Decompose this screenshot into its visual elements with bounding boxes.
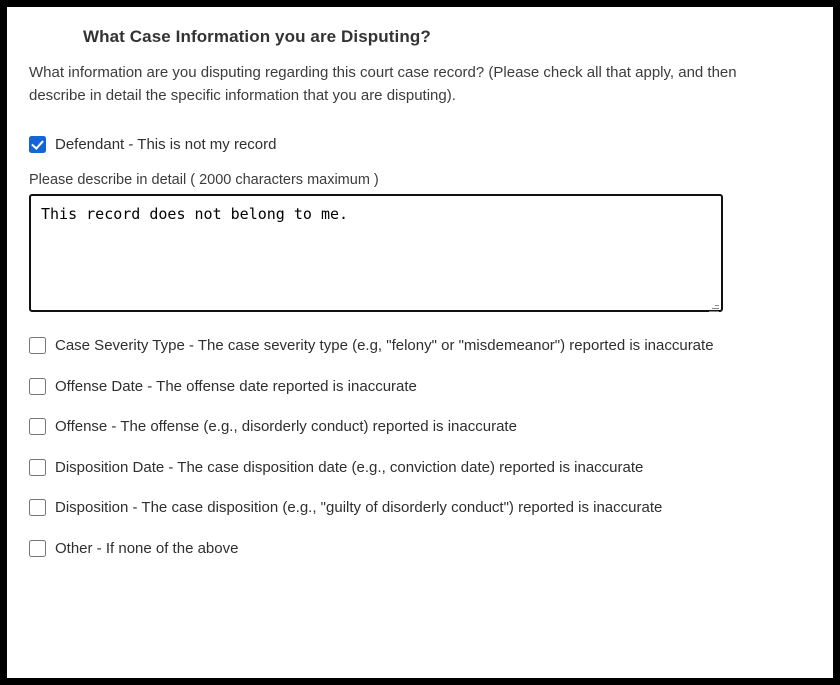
dispute-form-panel bbox=[7, 7, 833, 678]
dispute-options-list bbox=[29, 335, 811, 560]
defendant-option-block bbox=[29, 134, 811, 318]
checkbox-other[interactable] bbox=[29, 540, 46, 557]
checkbox-label-offense: Offense - The offense (e.g., disorderly conduct) reported is inaccurate bbox=[55, 418, 517, 435]
checkbox-label-other: Other - If none of the above bbox=[55, 539, 239, 557]
checkbox-label-disposition: Disposition - The case disposition (e.g., "guilty of disorderly conduct") reported is inaccurate bbox=[55, 499, 663, 516]
checkbox-label-offense-date: Offense Date - The offense date reported is inaccurate bbox=[55, 377, 417, 395]
checkbox-row-case-severity-type[interactable] bbox=[29, 335, 811, 358]
detail-field-label: Please describe in detail ( 2000 characters maximum ) bbox=[29, 172, 379, 188]
form-content bbox=[7, 7, 833, 560]
checkbox-offense[interactable] bbox=[29, 418, 46, 435]
checkbox-offense-date[interactable] bbox=[29, 378, 46, 395]
checkbox-row-defendant[interactable] bbox=[29, 134, 811, 157]
detail-textarea[interactable] bbox=[29, 194, 723, 312]
checkbox-label-disposition-date: Disposition Date - The case disposition date (e.g., conviction date) reported is inaccurate bbox=[55, 458, 644, 476]
page-title: What Case Information you are Disputing? bbox=[83, 27, 431, 46]
intro-text: What information are you disputing regarding this court case record? (Please check all that apply, and then describe in detail the specific information that you are disputing). bbox=[29, 64, 737, 105]
checkbox-row-offense-date[interactable] bbox=[29, 376, 811, 399]
checkbox-row-offense[interactable] bbox=[29, 416, 811, 439]
checkbox-disposition-date[interactable] bbox=[29, 459, 46, 476]
checkbox-row-disposition[interactable] bbox=[29, 497, 811, 520]
checkbox-row-other[interactable] bbox=[29, 538, 811, 561]
detail-textarea-wrap bbox=[29, 194, 723, 317]
checkbox-label-case-severity-type: Case Severity Type - The case severity type (e.g, "felony" or "misdemeanor") reported is inaccurate bbox=[55, 337, 714, 354]
checkbox-defendant[interactable] bbox=[29, 136, 46, 153]
checkbox-case-severity-type[interactable] bbox=[29, 337, 46, 354]
checkbox-label-defendant: Defendant - This is not my record bbox=[55, 135, 277, 153]
checkbox-disposition[interactable] bbox=[29, 499, 46, 516]
checkbox-row-disposition-date[interactable] bbox=[29, 457, 811, 480]
